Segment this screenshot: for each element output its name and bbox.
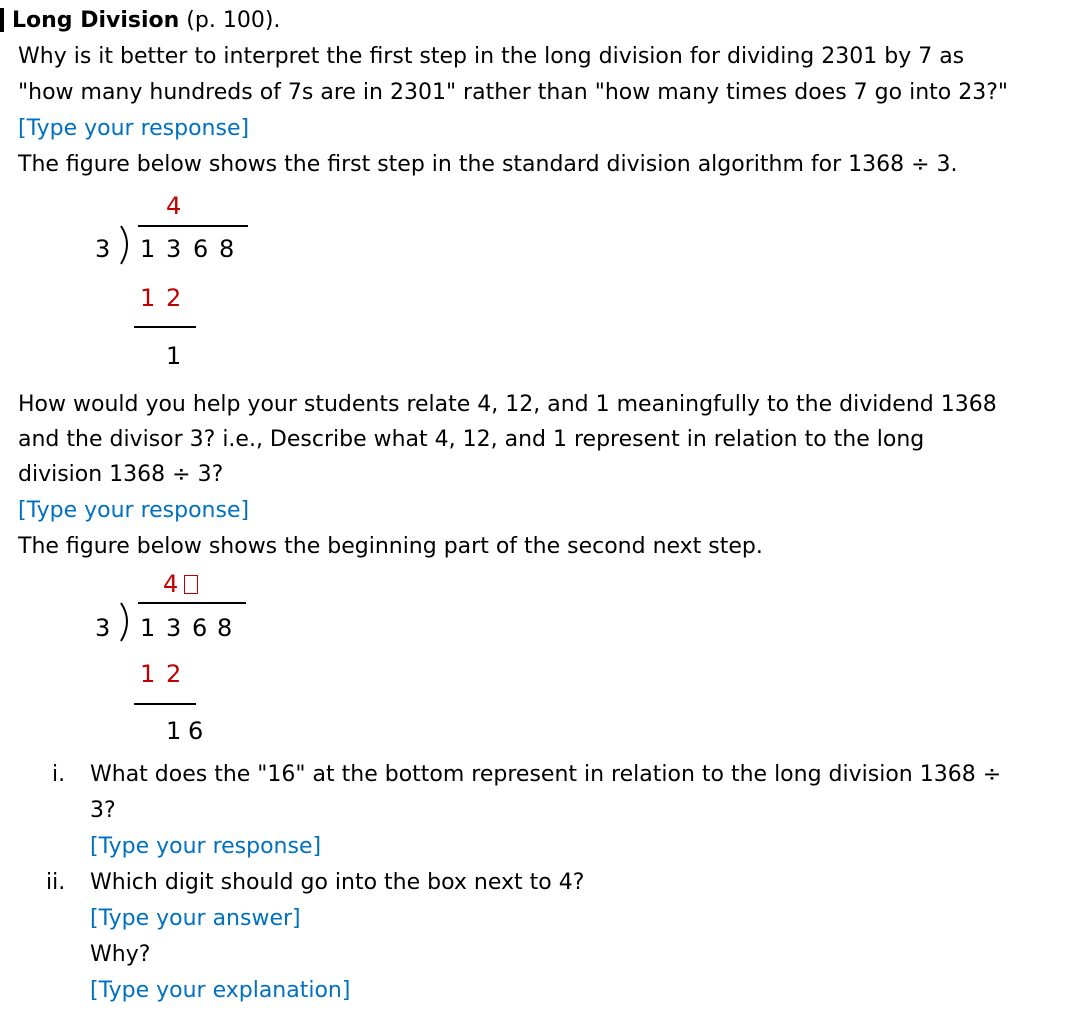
fig1-product-digit: 2 xyxy=(166,284,182,312)
fig2-remainder-digit: 1 xyxy=(166,717,182,745)
q2-text-line1: How would you help your students relate 4, 12, and 1 meaningfully to the dividend 1368 xyxy=(18,392,997,417)
fig1-dividend-digit: 8 xyxy=(219,235,235,263)
fig2-quotient xyxy=(163,570,198,598)
fig1-quotient: 4 xyxy=(166,192,182,220)
fig2-dividend-digit: 3 xyxy=(166,614,182,642)
sub-i-text-line2: 3? xyxy=(90,798,116,823)
fig2-dividend-digit: 6 xyxy=(192,614,208,642)
fig1-intro: The figure below shows the first step in the standard division algorithm for 1368 ÷ 3. xyxy=(18,152,958,177)
fig2-dividend-digit: 1 xyxy=(140,614,156,642)
fig1-dividend-digit: 3 xyxy=(166,235,182,263)
section-page-ref: (p. 100). xyxy=(179,8,281,33)
q1-text-line2: "how many hundreds of 7s are in 2301" rather than "how many times does 7 go into 23?" xyxy=(18,80,1008,105)
q2-response-field[interactable]: [Type your response] xyxy=(18,498,250,523)
fig1-dividend-digit: 6 xyxy=(193,235,209,263)
fig2-subtraction-line xyxy=(134,703,196,705)
fig1-product-digit: 1 xyxy=(140,284,156,312)
sub-ii-text: Which digit should go into the box next to 4? xyxy=(90,870,585,895)
section-heading xyxy=(12,6,280,36)
sub-ii-why: Why? xyxy=(90,942,151,967)
sub-i-text-line1: What does the "16" at the bottom represent in relation to the long division 1368 ÷ xyxy=(90,762,1002,787)
heading-marker xyxy=(0,8,4,32)
sub-ii-marker: ii. xyxy=(46,870,66,895)
fig1-dividend-digit: 1 xyxy=(140,235,156,263)
fig1-division-bracket xyxy=(117,224,135,270)
q1-response-field[interactable]: [Type your response] xyxy=(18,116,250,141)
fig1-remainder: 1 xyxy=(166,342,182,370)
q2-text-line3: division 1368 ÷ 3? xyxy=(18,462,224,487)
fig1-subtraction-line xyxy=(134,326,196,328)
fig2-vinculum xyxy=(138,602,246,604)
section-title: Long Division xyxy=(12,8,180,33)
fig2-division-bracket xyxy=(117,601,135,647)
q1-text-line1: Why is it better to interpret the first step in the long division for dividing 2301 by 7 as xyxy=(18,44,965,69)
sub-ii-explanation-field[interactable]: [Type your explanation] xyxy=(90,978,351,1003)
q2-text-line2: and the divisor 3? i.e., Describe what 4, 12, and 1 represent in relation to the long xyxy=(18,427,925,452)
sub-ii-answer-field[interactable]: [Type your answer] xyxy=(90,906,301,931)
fig1-vinculum xyxy=(138,225,248,227)
sub-i-marker: i. xyxy=(52,762,66,787)
fig2-dividend-digit: 8 xyxy=(217,614,233,642)
fig2-quotient-digit: 4 xyxy=(163,570,179,598)
fig2-missing-digit-box xyxy=(184,575,198,594)
fig2-divisor: 3 xyxy=(95,614,111,642)
fig2-intro: The figure below shows the beginning part of the second next step. xyxy=(18,534,763,559)
fig2-remainder-digit: 6 xyxy=(188,717,204,745)
fig2-product-digit: 1 xyxy=(140,660,156,688)
sub-i-response-field[interactable]: [Type your response] xyxy=(90,834,322,859)
fig1-divisor: 3 xyxy=(95,235,111,263)
fig2-product-digit: 2 xyxy=(166,660,182,688)
